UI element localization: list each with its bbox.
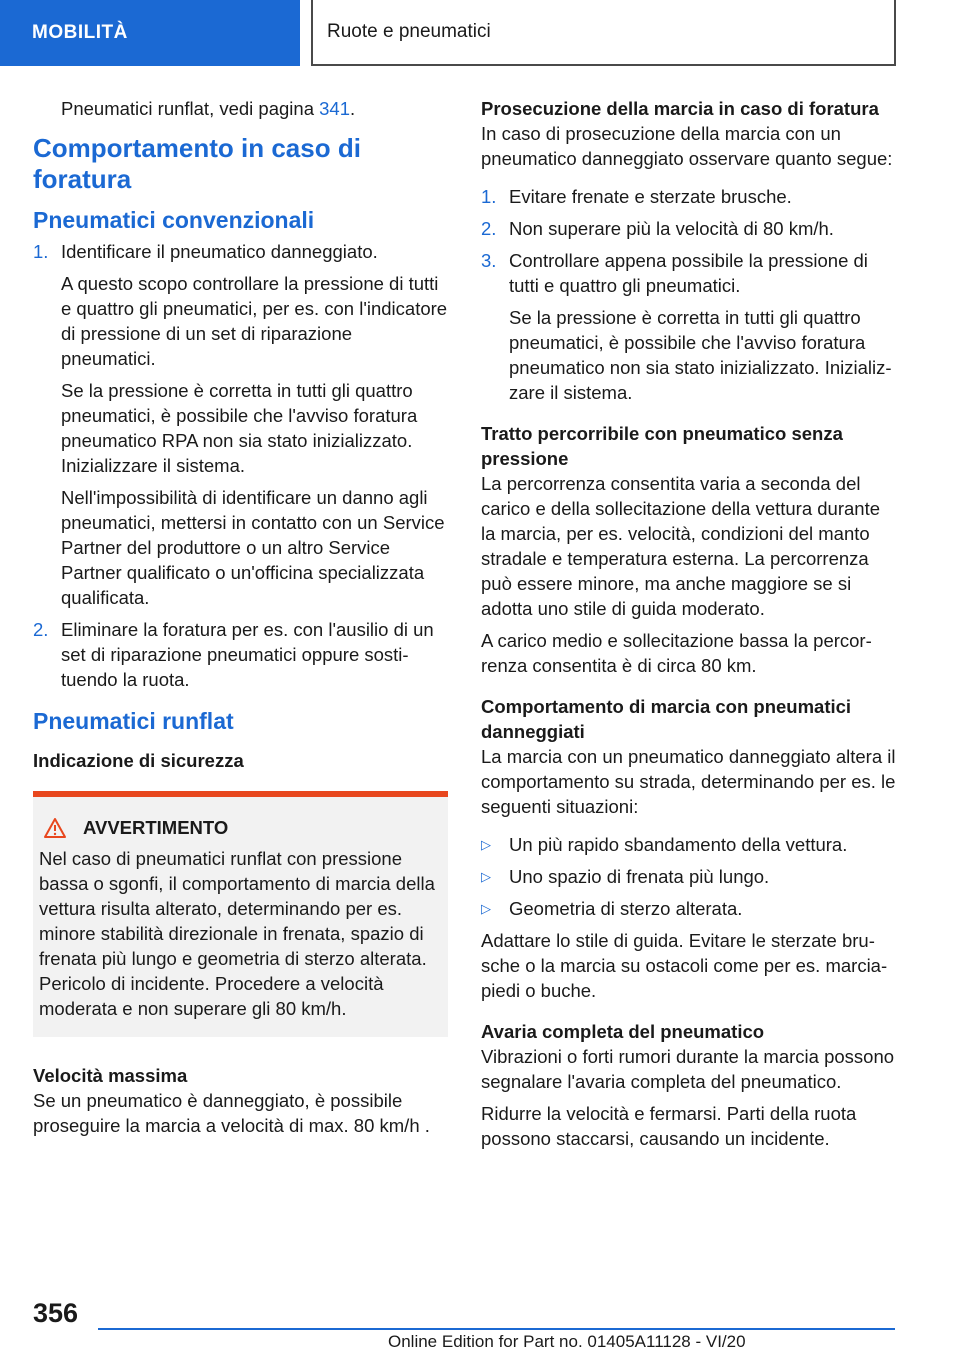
step-detail: Se la pressione è corretta in tutti gli quattro pneumatici, è possibile che l'avviso foratura pneumatico RPA non sia stato inizializzato. Inizializzare il sistema. bbox=[61, 380, 418, 476]
list-item bbox=[33, 617, 448, 692]
max-speed-text: Se un pneumatico è danneggiato, è possibile proseguire la marcia a velocità di max. 80 km/h . bbox=[33, 1090, 430, 1136]
chapter-title: Ruote e pneumatici bbox=[311, 0, 896, 66]
step-detail: A questo scopo controllare la pressione di tutti e quattro gli pneumatici, per es. con l'indicatore di pressione di un set di riparazione pneumatici. bbox=[61, 273, 448, 369]
list-item bbox=[481, 184, 896, 209]
step-text: Eliminare la foratura per es. con l'ausilio di un set di riparazione pneumatici oppure sostituendo la ruota. bbox=[61, 619, 434, 690]
step-number: 3. bbox=[481, 250, 497, 271]
step-number: 1. bbox=[481, 186, 497, 207]
triangle-bullet-icon: ▷ bbox=[481, 869, 491, 884]
left-column bbox=[33, 96, 448, 1145]
max-speed-heading: Velocità massima bbox=[33, 1065, 188, 1086]
footer-divider bbox=[98, 1328, 895, 1330]
edition-text: Online Edition for Part no. 01405A11128 - VI/20 bbox=[388, 1332, 746, 1351]
page-link-341[interactable]: 341 bbox=[319, 98, 350, 119]
safety-heading: Indicazione di sicurezza bbox=[33, 750, 244, 771]
right-column bbox=[481, 96, 896, 1158]
warning-title: AVVERTIMENTO bbox=[83, 817, 229, 838]
subheading-conventional-tyres: Pneumatici convenzionali bbox=[33, 207, 315, 233]
step-text: Identificare il pneumatico danneggiato. bbox=[61, 241, 378, 262]
list-item bbox=[481, 832, 896, 857]
warning-header bbox=[39, 815, 440, 840]
continuation-text: In caso di prosecuzione della marcia con un pneumatico danneggiato osservare quanto segue: bbox=[481, 123, 893, 169]
conventional-steps-list bbox=[33, 239, 448, 692]
failure-text: Ridurre la velocità e fermarsi. Parti della ruota possono staccarsi, causando un incidente. bbox=[481, 1103, 857, 1149]
list-item bbox=[33, 239, 448, 610]
step-text: Non superare più la velocità di 80 km/h. bbox=[509, 218, 834, 239]
warning-triangle-icon bbox=[43, 817, 67, 839]
subheading-runflat-tyres: Pneumatici runflat bbox=[33, 708, 234, 734]
bullet-text: Un più rapido sbandamento della vettura. bbox=[509, 834, 848, 855]
failure-text: Vibrazioni o forti rumori durante la marcia possono segnalare l'avaria completa del pneumatico. bbox=[481, 1046, 895, 1092]
behaviour-after-text: Adattare lo stile di guida. Evitare le sterzate brusche o la marcia su ostacoli come per es. marciapiedi o buche. bbox=[481, 930, 888, 1001]
continuation-steps-list bbox=[481, 184, 896, 405]
behaviour-text: La marcia con un pneumatico danneggiato altera il comportamento su strada, determinando per es. le seguenti situazioni: bbox=[481, 746, 896, 817]
step-text: Controllare appena possibile la pressione di tutti e quattro gli pneumatici. bbox=[509, 250, 868, 296]
page-number: 356 bbox=[33, 1298, 79, 1328]
triangle-bullet-icon: ▷ bbox=[481, 837, 491, 852]
continuation-heading: Prosecuzione della marcia in caso di foratura bbox=[481, 98, 879, 119]
step-number: 2. bbox=[33, 619, 49, 640]
step-number: 2. bbox=[481, 218, 497, 239]
bullet-text: Uno spazio di frenata più lungo. bbox=[509, 866, 770, 887]
triangle-bullet-icon: ▷ bbox=[481, 901, 491, 916]
behaviour-bullets bbox=[481, 832, 896, 921]
section-heading-puncture: Comportamento in caso di foratura bbox=[33, 133, 361, 194]
step-detail: Se la pressione è corretta in tutti gli quattro pneumatici, è possibile che l'avviso foratura pneumatico non sia stato inizializzato. Inizializzare il sistema. bbox=[509, 307, 892, 403]
step-number: 1. bbox=[33, 241, 49, 262]
bullet-text: Geometria di sterzo alterata. bbox=[509, 898, 743, 919]
step-text: Evitare frenate e sterzate brusche. bbox=[509, 186, 792, 207]
warning-box bbox=[33, 791, 448, 1037]
page-header bbox=[0, 0, 960, 66]
list-item bbox=[481, 896, 896, 921]
reference-end: . bbox=[350, 98, 356, 119]
runflat-reference bbox=[33, 96, 448, 121]
warning-text: Nel caso di pneumatici runflat con pressione bassa o sgonfi, il comportamento di marcia della vettura risulta alterato, determinando per es. minore stabilità direzionale in frenata, spazio di frenata più lungo e geometria di sterzo alterata. Pericolo di incidente. Procedere a velocità moderata e non superare gli 80 km/h. bbox=[39, 848, 435, 1019]
behaviour-heading: Comportamento di marcia con pneumatici danneggiati bbox=[481, 696, 852, 742]
range-heading: Tratto percorribile con pneumatico senza pressione bbox=[481, 423, 843, 469]
range-text: A carico medio e sollecitazione bassa la percorrenza consentita è di circa 80 km. bbox=[481, 630, 872, 676]
step-detail: Nell'impossibilità di identificare un danno agli pneumatici, mettersi in contatto con un Service Partner del produttore o un altro Service Partner qualificato o un'officina specializzata qualificata. bbox=[61, 487, 445, 608]
failure-heading: Avaria completa del pneumatico bbox=[481, 1021, 765, 1042]
list-item bbox=[481, 248, 896, 405]
reference-text: Pneumatici runflat, vedi pagina bbox=[61, 98, 320, 119]
section-tab: MOBILITÀ bbox=[0, 0, 300, 66]
range-text: La percorrenza consentita varia a seconda del carico e della sollecitazione della vettura durante la marcia, per es. velocità, condizioni del manto stradale e temperatura esterna. La percorrenza può essere minore, ma anche maggiore se si adotta uno stile di guida moderato. bbox=[481, 473, 881, 619]
list-item bbox=[481, 864, 896, 889]
list-item bbox=[481, 216, 896, 241]
